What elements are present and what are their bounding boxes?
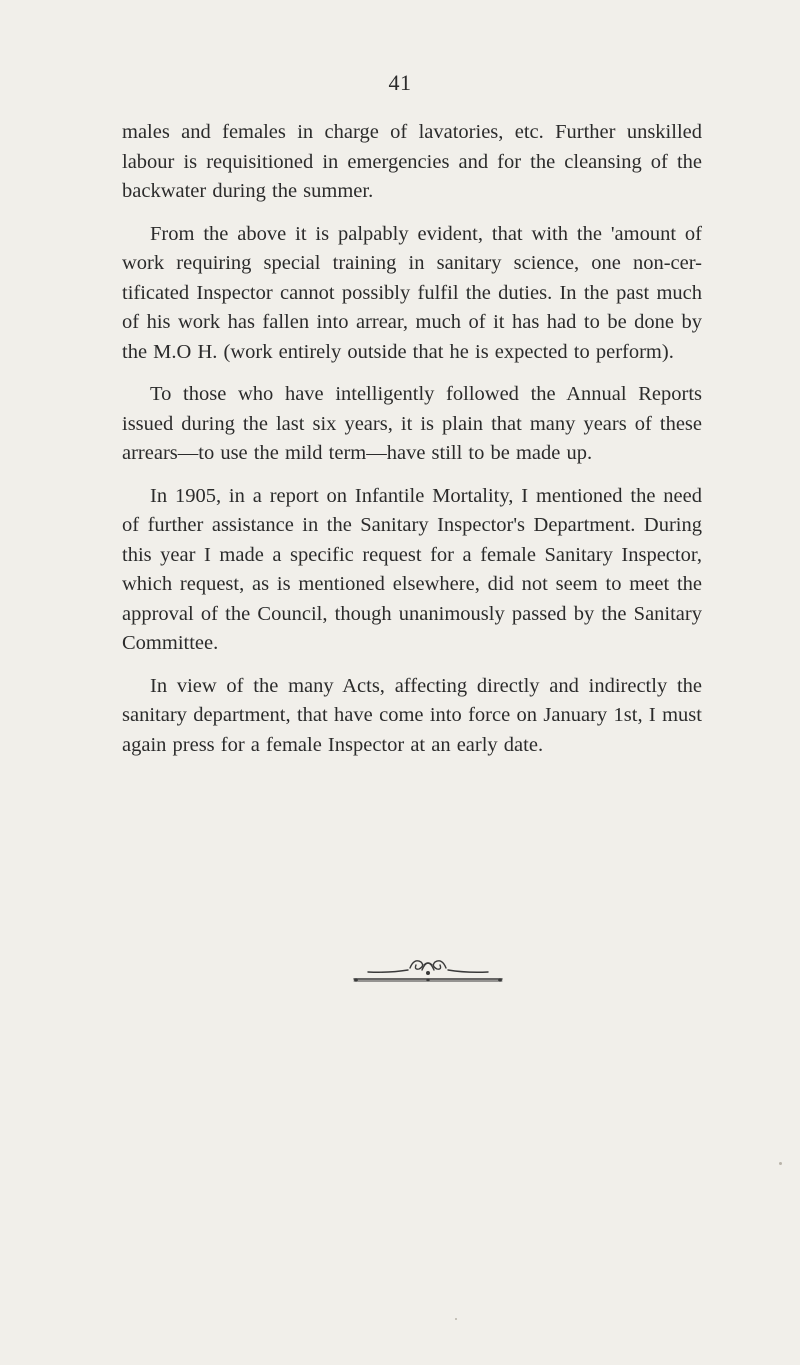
paragraph-1: males and females in charge of lavatories, etc. Further unskilled labour is requisitioned in emergencies and for the cleansing of the backwater during the summer. bbox=[122, 121, 702, 202]
page-number: 41 bbox=[388, 70, 412, 95]
body-text bbox=[122, 118, 702, 773]
paragraph-2: From the above it is palpably evident, that with the 'amount of work requiring special training in sanitary science, one non-cer-tificated Inspector cannot possibly fulfil the duties. In the past much of his work has fallen into arrear, much of it has had to be done by the M.O H. (work entirely outside that he is expected to perform). bbox=[122, 222, 702, 363]
paragraph-5: In view of the many Acts, affecting directly and indirectly the sanitary department, that have come into force on January 1st, I must again press for a female Inspector at an early date. bbox=[122, 674, 702, 756]
paper-speck bbox=[779, 1162, 782, 1165]
decorative-tailpiece-icon bbox=[350, 952, 506, 984]
paragraph-4: In 1905, in a report on Infantile Mortality, I mentioned the need of further assistance in the Sanitary Inspector's Department. During this year I made a specific request for a female Sanitary Inspector, which request, as is mentioned elsewhere, did not seem to meet the approval of the Council, though unanimously passed by the Sanitary Committee. bbox=[122, 484, 702, 654]
paper-speck bbox=[455, 1318, 457, 1320]
paragraph-3: To those who have intelligently followed the Annual Reports issued during the last six years, it is plain that many years of these arrears—to use the mild term—have still to be made up. bbox=[122, 383, 702, 464]
